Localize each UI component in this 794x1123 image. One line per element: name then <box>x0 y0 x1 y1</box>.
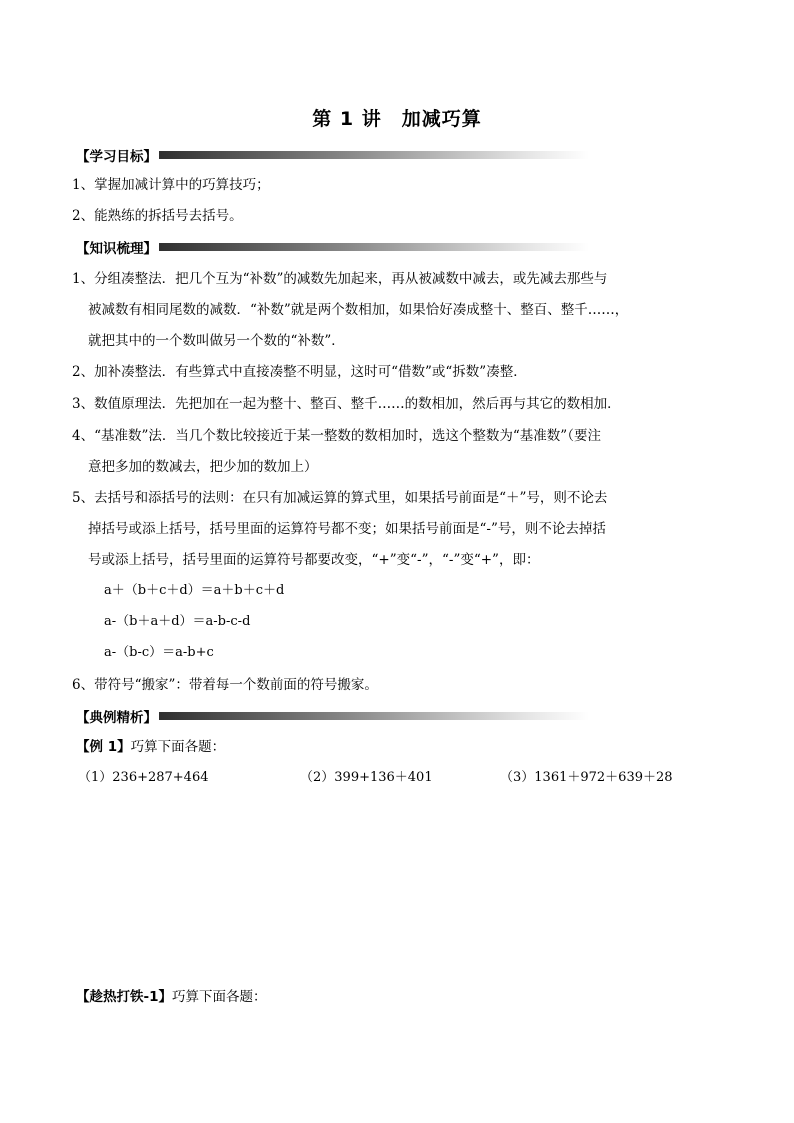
practice-1-prompt: 巧算下面各题： <box>172 989 267 1005</box>
practice-1-label: 【趁热打铁-1】 <box>76 989 172 1005</box>
section-divider-bar <box>159 712 589 720</box>
knowledge-item-2: 2、加补凑整法．有些算式中直接凑整不明显，这时可“借数”或“拆数”凑整． <box>72 364 527 380</box>
knowledge-item-1-cont: 就把其中的一个数叫做另一个数的“补数”． <box>88 333 345 349</box>
knowledge-item-1-cont: 被减数有相同尾数的减数．“补数”就是两个数相加，如果恰好凑成整十、整百、整千……， <box>88 302 629 318</box>
section-header-goals <box>76 146 589 164</box>
page-title: 第 1 讲 加减巧算 <box>312 108 482 130</box>
goal-item: 2、能熟练的拆括号去括号。 <box>72 208 243 224</box>
section-divider-bar <box>159 151 589 159</box>
problem-2: （2）399+136＋401 <box>300 770 433 785</box>
section-divider-bar <box>159 243 589 251</box>
knowledge-item-5: 5、去括号和添括号的法则：在只有加减运算的算式里，如果括号前面是“＋”号，则不论去 <box>72 490 608 506</box>
example-1-heading <box>76 738 225 756</box>
formula: a-（b＋a＋d）＝a-b-c-d <box>104 614 251 629</box>
problem-3: （3）1361＋972＋639＋28 <box>500 770 673 785</box>
knowledge-item-5-cont: 号或添上括号，括号里面的运算符号都要改变，“+”变“-”，“-”变“+”，即： <box>88 552 540 568</box>
knowledge-item-5-cont: 掉括号或添上括号，括号里面的运算符号都不变；如果括号前面是“-”号，则不论去掉括 <box>88 521 606 537</box>
section-label: 【学习目标】 <box>76 149 157 165</box>
section-header-knowledge <box>76 238 589 256</box>
knowledge-item-6: 6、带符号“搬家”：带着每一个数前面的符号搬家。 <box>72 677 378 693</box>
problem-1: （1）236+287+464 <box>78 770 209 785</box>
section-label: 【典例精析】 <box>76 710 157 726</box>
example-1-label: 【例 1】 <box>76 739 131 755</box>
practice-1-heading <box>76 988 267 1006</box>
section-label: 【知识梳理】 <box>76 241 157 257</box>
knowledge-item-4-cont: 意把多加的数减去，把少加的数加上） <box>88 459 318 475</box>
knowledge-item-4: 4、“基准数”法．当几个数比较接近于某一整数的数相加时，选这个整数为“基准数”（要注 <box>72 428 601 444</box>
goal-item: 1、掌握加减计算中的巧算技巧； <box>72 177 270 193</box>
knowledge-item-3: 3、数值原理法．先把加在一起为整十、整百、整千……的数相加，然后再与其它的数相加． <box>72 396 621 412</box>
example-1-prompt: 巧算下面各题： <box>130 739 226 755</box>
formula: a-（b-c）＝a-b+c <box>104 645 214 660</box>
formula: a＋（b＋c＋d）＝a＋b＋c＋d <box>104 583 285 598</box>
knowledge-item-1: 1、分组凑整法．把几个互为“补数”的减数先加起来，再从被减数中减去，或先减去那些与 <box>72 271 608 287</box>
section-header-examples <box>76 707 589 725</box>
